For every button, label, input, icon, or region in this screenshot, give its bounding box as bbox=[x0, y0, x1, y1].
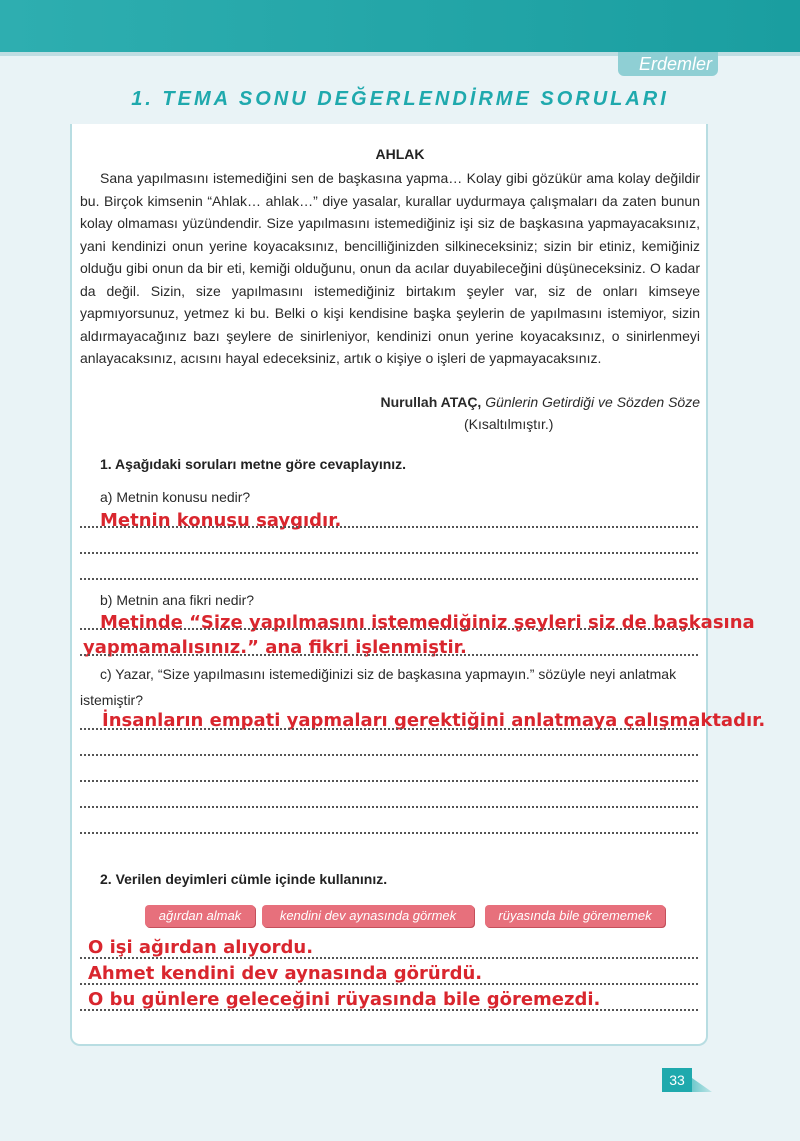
question-2-answer-1: O işi ağırdan alıyordu. bbox=[88, 937, 314, 958]
answer-line bbox=[80, 832, 698, 834]
question-1b-label: b) Metnin ana fikri nedir? bbox=[100, 592, 255, 608]
answer-line bbox=[80, 654, 698, 656]
answer-line bbox=[80, 957, 698, 959]
answer-line bbox=[80, 806, 698, 808]
passage-text: Sana yapılmasını istemediğini sen de başkasına yapma… Kolay gibi gözükür ama kolay değildir bu. Birçok kimsenin “Ahlak… ahlak…” diye yasalar, kurallar uydurmaya çalışmaları da zaten bunun kolay olmaması yüzündendir. Size yapılmasını istemediğiniz işi siz de başkasına yapmayacaksınız, yani kendinizi onun yerine koyacaksınız, bencilliğinizden silkineceksiniz; sizin bir etiniz, kemiğiniz olduğu gibi onun da bir eti, kemiği olduğunu, onun da acılar duyabileceğini düşüneceksiniz. O kadar da değil. Sizin, size yapılmasını istemediğiniz birtakım şeyler var, siz de onları kimseye yapmıyorsunuz, yetmez ki bu. Belki o kişi kendisine başka şeylerin de yapılmasını istemiyor, sizin aldırmayacağınız bazı şeylere de sinirleniyor, kendinizi onun yerine koyacaksınız, o sinirlenmeyi anlayacaksınız, acısını hayal edeceksiniz, artık o kişiye o işleri de yapmayacaksınız. bbox=[80, 170, 700, 366]
question-1-prompt: 1. Aşağıdaki soruları metne göre cevaplayınız. bbox=[100, 456, 407, 472]
page-number: 33 bbox=[662, 1068, 692, 1092]
question-1c-answer: İnsanların empati yapmaları gerektiğini anlatmaya çalışmaktadır. bbox=[102, 710, 766, 731]
answer-line bbox=[80, 578, 698, 580]
passage-body bbox=[80, 167, 700, 370]
answer-line bbox=[80, 552, 698, 554]
idiom-chip: kendini dev aynasında görmek bbox=[262, 905, 474, 927]
citation bbox=[380, 394, 700, 410]
page-number-tab bbox=[692, 1078, 712, 1092]
question-2-answer-3: O bu günlere geleceğini rüyasında bile göremezdi. bbox=[88, 989, 601, 1010]
question-2-answer-2: Ahmet kendini dev aynasında görürdü. bbox=[88, 963, 483, 984]
answer-line bbox=[80, 628, 698, 630]
abridged-note: (Kısaltılmıştır.) bbox=[464, 416, 554, 432]
page-title: 1. TEMA SONU DEĞERLENDİRME SORULARI bbox=[131, 88, 669, 110]
idiom-chip: ağırdan almak bbox=[145, 905, 255, 927]
question-1a-label: a) Metnin konusu nedir? bbox=[100, 489, 251, 505]
header-bar bbox=[0, 0, 800, 52]
answer-line bbox=[80, 754, 698, 756]
answer-line bbox=[80, 526, 698, 528]
answer-line bbox=[80, 983, 698, 985]
question-1b-answer-line-2: yapmamalısınız.” ana fikri işlenmiştir. bbox=[83, 637, 467, 658]
question-1a-answer: Metnin konusu saygıdır. bbox=[100, 510, 342, 531]
question-2-prompt: 2. Verilen deyimleri cümle içinde kullanınız. bbox=[100, 871, 388, 887]
citation-work: Günlerin Getirdiği ve Sözden Söze bbox=[485, 394, 700, 410]
answer-line bbox=[80, 1009, 698, 1011]
passage-title: AHLAK bbox=[375, 146, 425, 162]
answer-line bbox=[80, 728, 698, 730]
section-label: Erdemler bbox=[638, 54, 712, 74]
citation-author: Nurullah ATAÇ, bbox=[380, 394, 482, 410]
question-1c-label: c) Yazar, “Size yapılmasını istemediğinizi siz de başkasına yapmayın.” sözüyle neyi anlatmak istemiştir? bbox=[80, 666, 677, 708]
idiom-chip: rüyasında bile görememek bbox=[485, 905, 665, 927]
answer-line bbox=[80, 780, 698, 782]
question-1b-answer-line-1: Metinde “Size yapılmasını istemediğiniz şeyleri siz de başkasına bbox=[100, 612, 755, 633]
